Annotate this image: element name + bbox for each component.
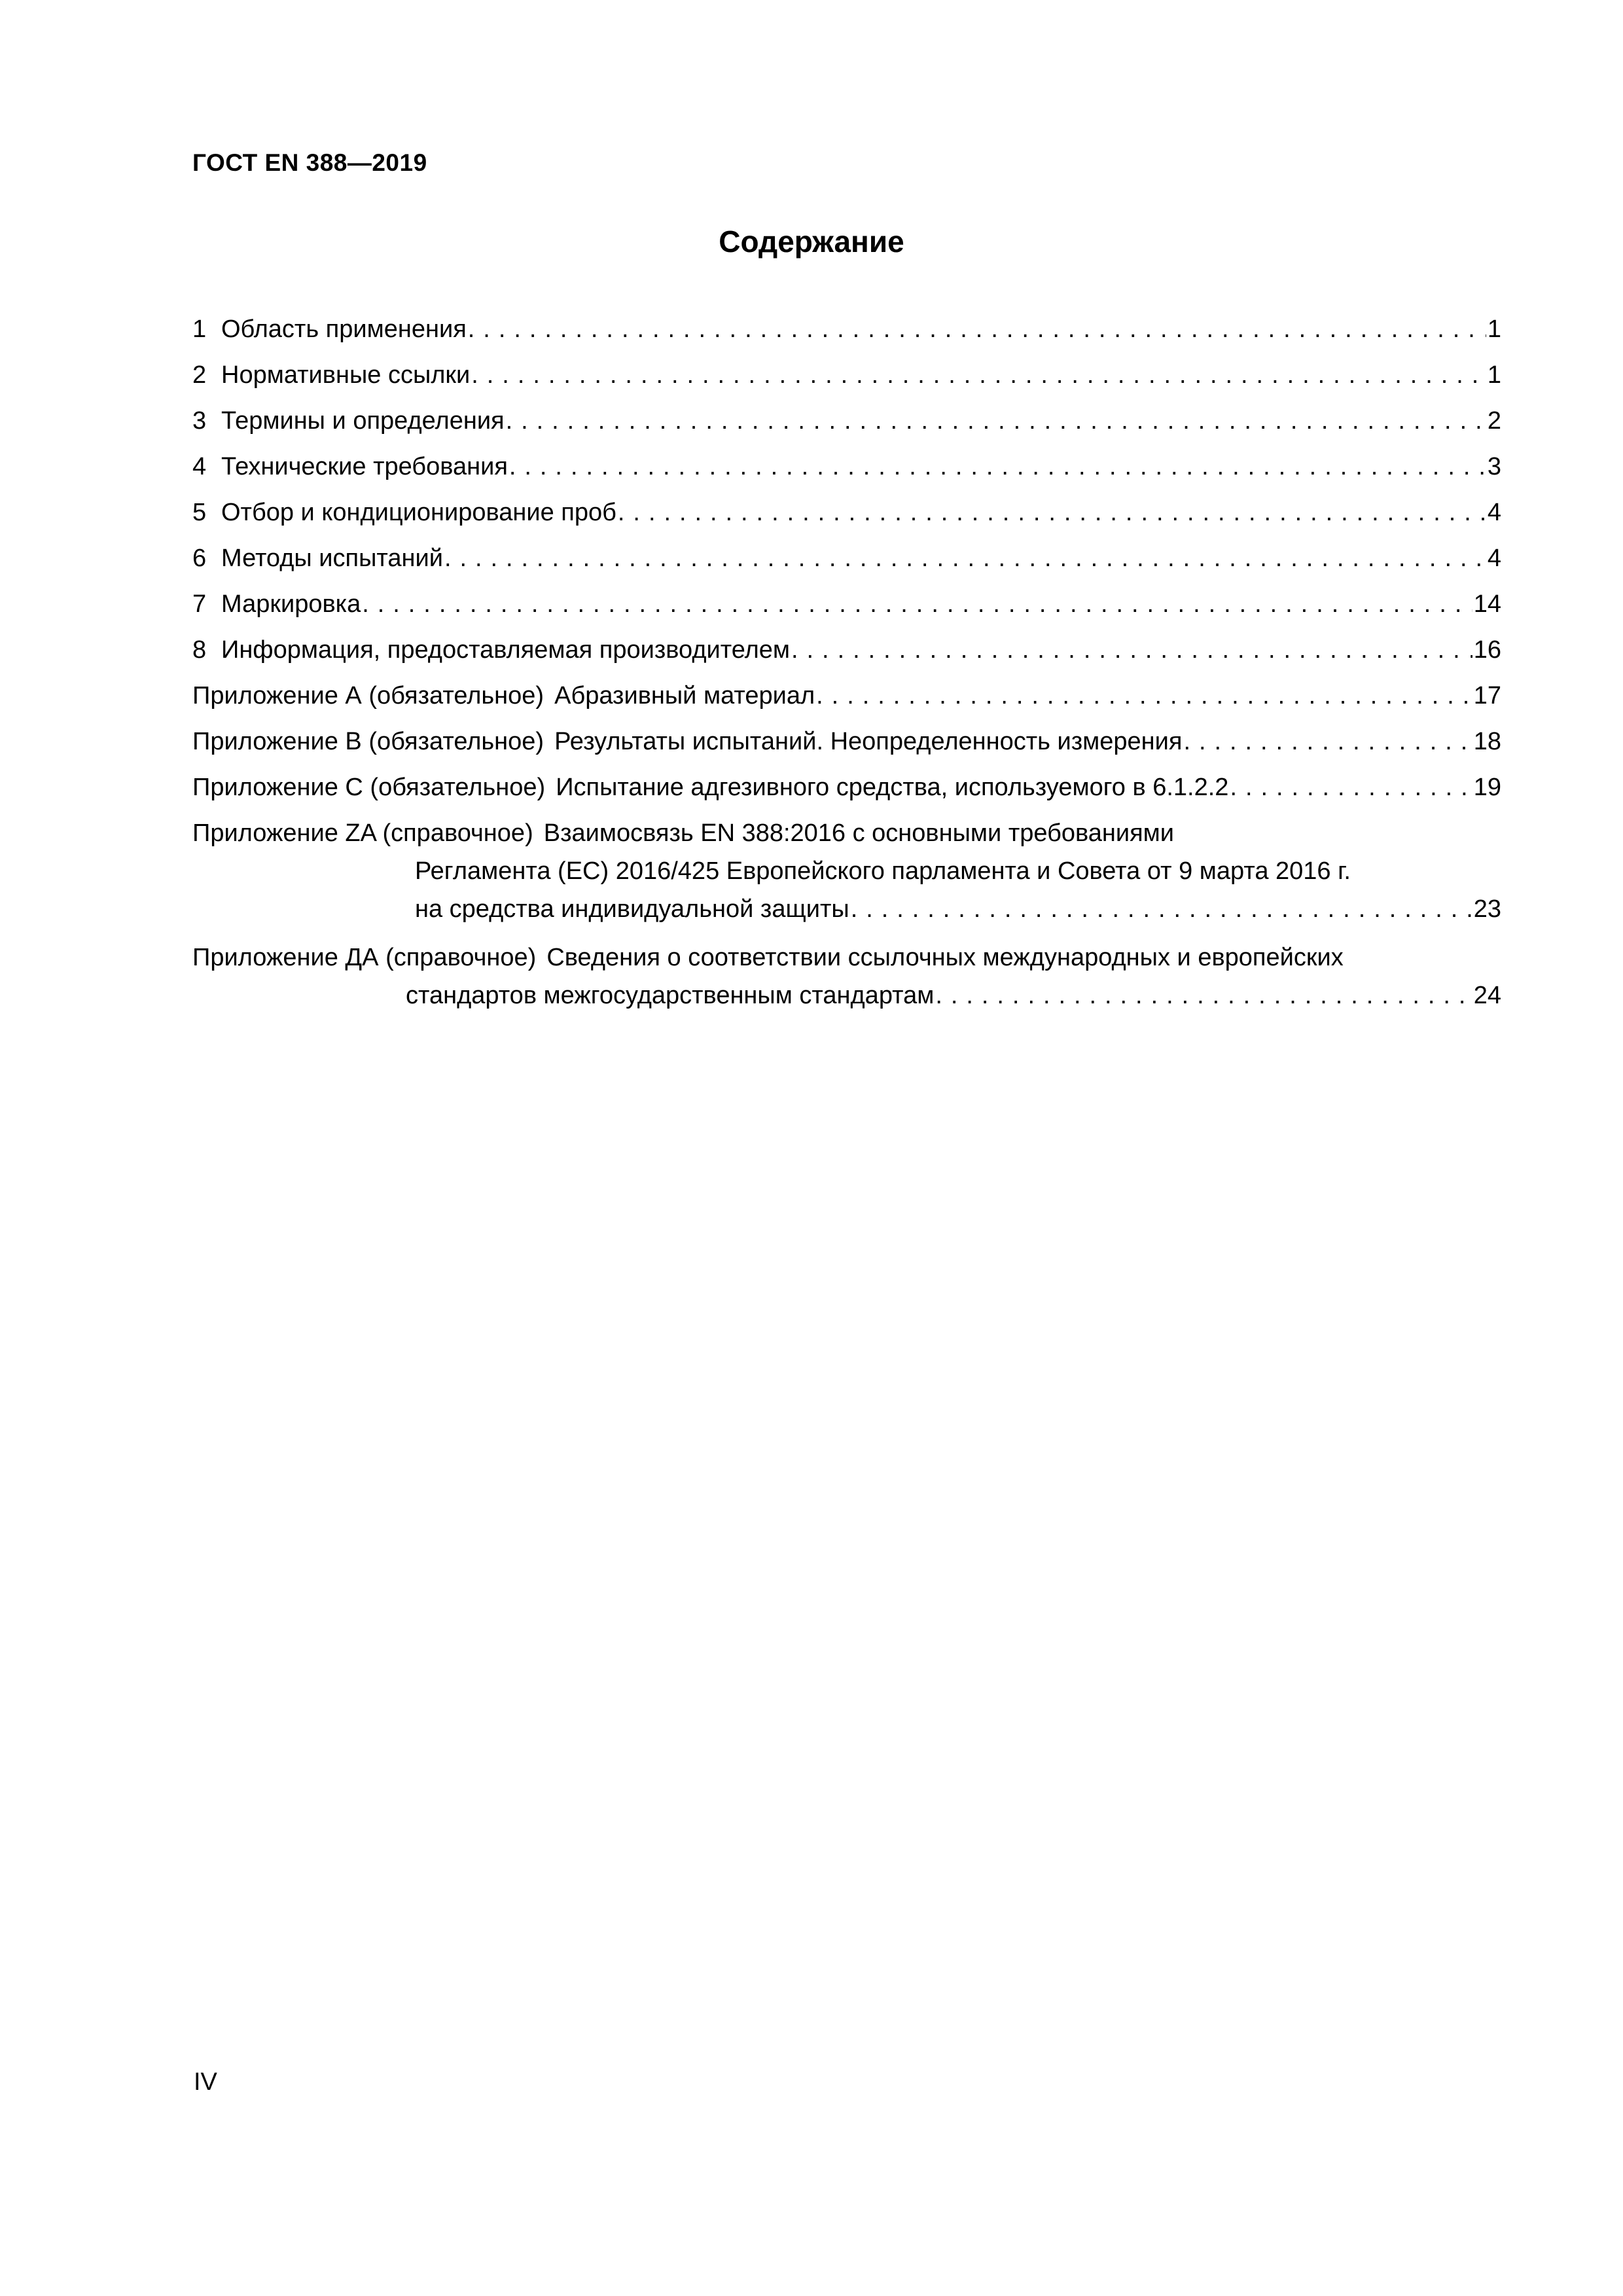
toc-entry-number: 8	[192, 636, 207, 664]
toc-leader-dots	[1230, 764, 1472, 810]
toc-entry-number: 5	[192, 499, 207, 526]
toc-entry-2[interactable]	[192, 352, 1501, 398]
toc-entry-page: 14	[1473, 590, 1501, 618]
annex-title-line-3: на средства индивидуальной защиты	[415, 895, 849, 923]
annex-title: Абразивный материал	[554, 682, 815, 709]
toc-entry-title: Информация, предоставляемая производителем	[221, 636, 791, 664]
toc-entry-1[interactable]	[192, 306, 1501, 352]
toc-entry-page: 4	[1487, 499, 1501, 526]
toc-entry-number: 7	[192, 590, 207, 618]
toc-leader-dots	[935, 977, 1472, 1014]
toc-annex-c[interactable]	[192, 764, 1501, 810]
toc-annex-a[interactable]	[192, 673, 1501, 719]
toc-entry-page: 16	[1473, 636, 1501, 664]
annex-title-line-1: Сведения о соответствии ссылочных международных и европейских	[546, 944, 1344, 971]
toc-entry-label	[192, 581, 361, 627]
toc-annex-b[interactable]	[192, 719, 1501, 764]
toc-entry-title: Область применения	[221, 315, 467, 343]
toc-leader-dots	[362, 581, 1472, 627]
toc-leader-dots	[509, 444, 1486, 490]
toc-entry-4[interactable]	[192, 444, 1501, 490]
toc-annex-da[interactable]	[192, 939, 1501, 1014]
toc-entry-label	[192, 306, 467, 352]
toc-entry-number: 3	[192, 407, 207, 435]
annex-title-line-2: Регламента (ЕС) 2016/425 Европейского парламента и Совета от 9 марта 2016 г.	[415, 857, 1351, 885]
toc-entry-page: 24	[1473, 982, 1501, 1009]
toc-entry-number: 6	[192, 545, 207, 572]
toc-leader-dots	[851, 890, 1472, 928]
annex-title-line-2: стандартов межгосударственным стандартам	[406, 982, 935, 1009]
toc-entry-6[interactable]	[192, 535, 1501, 581]
toc-entry-page: 19	[1473, 774, 1501, 801]
toc-leader-dots	[791, 627, 1472, 673]
toc-leader-dots	[471, 352, 1486, 398]
toc-entry-7[interactable]	[192, 581, 1501, 627]
toc-leader-dots	[1183, 719, 1472, 764]
document-header: ГОСТ EN 388—2019	[192, 149, 427, 176]
toc-entry-title: Маркировка	[221, 590, 361, 618]
toc-entry-label	[192, 490, 616, 535]
toc-entry-title: Методы испытаний	[221, 545, 443, 572]
annex-prefix: Приложение А (обязательное)	[192, 682, 544, 709]
toc-leader-dots	[506, 398, 1486, 444]
toc-entry-label	[192, 627, 790, 673]
toc-annex-za[interactable]	[192, 814, 1501, 928]
toc-entry-number: 2	[192, 361, 207, 389]
toc-entry-label	[192, 535, 443, 581]
toc-entry-label	[192, 673, 815, 719]
toc-entry-label	[192, 719, 1182, 764]
toc-entry-page: 17	[1473, 682, 1501, 709]
page-number: IV	[194, 2068, 217, 2096]
annex-line	[192, 814, 1501, 852]
annex-title-line-1: Взаимосвязь EN 388:2016 с основными требованиями	[543, 819, 1175, 847]
toc-entry-8[interactable]	[192, 627, 1501, 673]
annex-line-last	[192, 890, 1501, 928]
toc-entry-label	[192, 764, 1228, 810]
toc-entry-number: 4	[192, 453, 207, 480]
table-of-contents	[192, 306, 1501, 1014]
annex-prefix: Приложение В (обязательное)	[192, 728, 544, 755]
toc-entry-page: 2	[1487, 407, 1501, 435]
toc-entry-label	[192, 444, 508, 490]
toc-entry-title: Нормативные ссылки	[221, 361, 471, 389]
annex-prefix: Приложение С (обязательное)	[192, 774, 546, 801]
toc-entry-3[interactable]	[192, 398, 1501, 444]
annex-title: Результаты испытаний. Неопределенность измерения	[554, 728, 1183, 755]
toc-entry-page: 18	[1473, 728, 1501, 755]
toc-entry-title: Технические требования	[221, 453, 508, 480]
toc-entry-label	[192, 352, 470, 398]
toc-entry-page: 4	[1487, 545, 1501, 572]
annex-line-last	[192, 977, 1501, 1014]
toc-leader-dots	[468, 306, 1486, 352]
annex-title: Испытание адгезивного средства, используемого в 6.1.2.2	[556, 774, 1229, 801]
toc-entry-5[interactable]	[192, 490, 1501, 535]
annex-line	[192, 939, 1501, 977]
toc-entry-page: 23	[1473, 895, 1501, 923]
toc-leader-dots	[618, 490, 1486, 535]
toc-entry-label	[192, 398, 505, 444]
annex-prefix: Приложение ДА (справочное)	[192, 944, 537, 971]
toc-entry-title: Отбор и кондиционирование проб	[221, 499, 616, 526]
toc-title: Содержание	[719, 224, 904, 259]
toc-entry-title: Термины и определения	[221, 407, 505, 435]
toc-leader-dots	[816, 673, 1472, 719]
toc-entry-page: 1	[1487, 315, 1501, 343]
toc-entry-page: 3	[1487, 453, 1501, 480]
toc-leader-dots	[444, 535, 1486, 581]
toc-entry-page: 1	[1487, 361, 1501, 389]
annex-prefix: Приложение ZA (справочное)	[192, 819, 533, 847]
toc-entry-number: 1	[192, 315, 207, 343]
